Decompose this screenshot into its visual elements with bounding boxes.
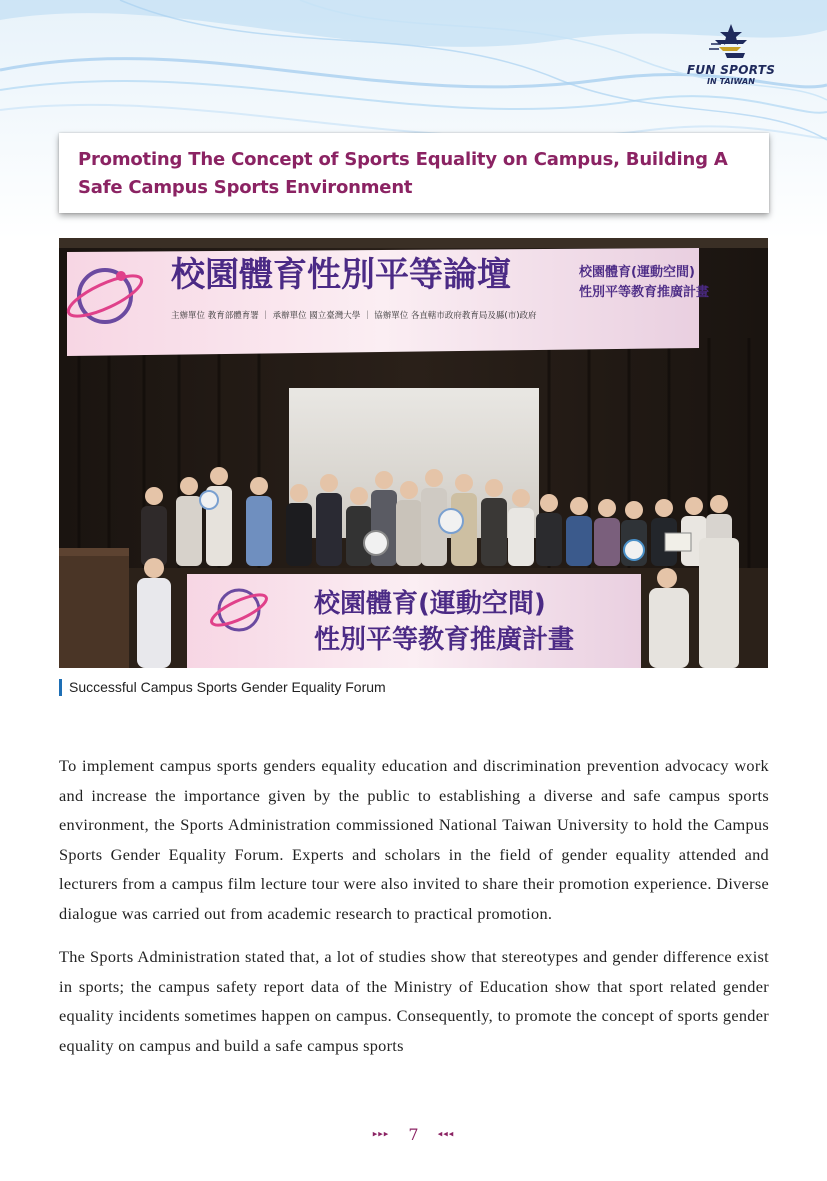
page-title: Promoting The Concept of Sports Equality on Campus, Building A Safe Campus Sports Environment <box>78 149 728 198</box>
bottom-banner-line2: 性別平等教育推廣計畫 <box>314 625 575 655</box>
page-number: 7 <box>408 1125 419 1144</box>
article-body <box>59 751 769 1074</box>
top-banner-organizers: 主辦單位 教育部體育署 ｜ 承辦單位 國立臺灣大學 ｜ 協辦單位 各直轄市政府教育局及縣(市)政府 <box>171 311 537 321</box>
page-footer <box>0 1124 827 1144</box>
logo-emblem-icon <box>701 22 761 62</box>
photo-caption: Successful Campus Sports Gender Equality Forum <box>59 679 386 696</box>
footer-right-arrows-icon: ◂◂◂ <box>437 1129 455 1140</box>
bottom-banner-line1: 校園體育(運動空間) <box>314 589 546 619</box>
paragraph-2: The Sports Administration stated that, a lot of studies show that stereotypes and gender difference exist in sports; the campus safety report data of the Ministry of Education show that sport related gender equality incidents sometimes happen on campus. Consequently, to promote the concept of sports gender equality on campus and build a safe campus sports <box>59 947 769 1055</box>
footer-left-arrows-icon: ▸▸▸ <box>372 1129 390 1140</box>
forum-photo <box>59 238 768 668</box>
top-banner-main: 校園體育性別平等論壇 <box>171 255 511 295</box>
forum-photo-illustration <box>59 238 768 668</box>
top-banner-side-1: 校園體育(運動空間) <box>579 265 695 280</box>
top-banner-side-2: 性別平等教育推廣計畫 <box>579 285 710 300</box>
logo-text-line2: IN TAIWAN <box>707 77 755 86</box>
paragraph-1: To implement campus sports genders equality education and discrimination prevention advocacy work and increase the importance given by the public to establishing a diverse and safe campus sports environment, the Sports Administration commissioned National Taiwan University to hold the Campus Sports Gender Equality Forum. Experts and scholars in the field of gender equality attended and lecturers from a campus film lecture tour were also invited to share their promotion experience. Diverse dialogue was carried out from academic research to practical promotion. <box>59 756 769 923</box>
fun-sports-logo <box>686 22 776 92</box>
logo-text-line1: FUN SPORTS <box>686 63 776 77</box>
title-box <box>59 133 769 213</box>
